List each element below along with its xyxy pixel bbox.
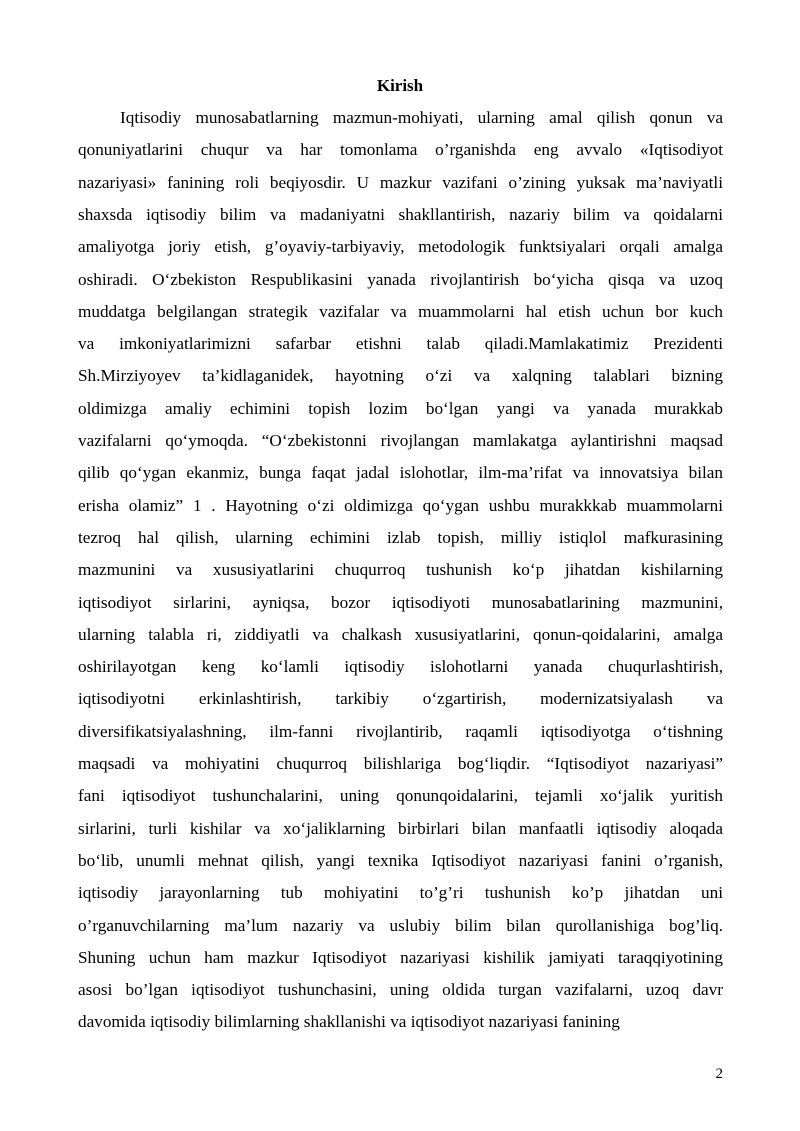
paragraph-line: Sh.Mirziyoyev ta’kidlaganidek, hayotning o‘zi va xalqning talablari bizning [78, 366, 723, 386]
paragraph-line: mazmunini va xususiyatlarini chuqurroq tushunish ko‘p jihatdan kishilarning [78, 560, 723, 580]
page-number: 2 [715, 1066, 723, 1082]
paragraph-line: fani iqtisodiyot tushunchalarini, uning qonunqoidalarini, tejamli xo‘jalik yuritish [78, 786, 723, 806]
paragraph-line: vazifalarni qo‘ymoqda. “O‘zbekistonni rivojlangan mamlakatga aylantirishni maqsad [78, 431, 723, 450]
paragraph-line: shaxsda iqtisodiy bilim va madaniyatni shakllantirish, nazariy bilim va qoidalarni [78, 204, 723, 224]
paragraph-line: muddatga belgilangan strategik vazifalar va muammolarni hal etish uchun bor kuch [78, 301, 723, 321]
paragraph-line: diversifikatsiyalashning, ilm-fanni rivojlantirib, raqamli iqtisodiyotga o‘tishning [78, 721, 723, 741]
paragraph-line: sirlarini, turli kishilar va xo‘jaliklarning birbirlari bilan manfaatli iqtisodiy aloqada [78, 818, 723, 838]
paragraph-line: maqsadi va mohiyatini chuqurroq bilishlariga bog‘liqdir. “Iqtisodiyot nazariyasi” [78, 754, 723, 773]
paragraph-line: iqtisodiyot sirlarini, ayniqsa, bozor iqtisodiyoti munosabatlarining mazmunini, [78, 592, 723, 612]
paragraph-line: Iqtisodiy munosabatlarning mazmun-mohiyati, ularning amal qilish qonun va [120, 108, 723, 127]
paragraph-line: erisha olamiz” 1 . Hayotning o‘zi oldimizga qo‘ygan ushbu murakkkab muammolarni [78, 495, 723, 515]
paragraph-line: va imkoniyatlarimizni safarbar etishni talab qiladi.Mamlakatimiz Prezidenti [78, 334, 723, 354]
paragraph-line: Shuning uchun ham mazkur Iqtisodiyot nazariyasi kishilik jamiyati taraqqiyotining [78, 947, 723, 967]
paragraph-line: davomida iqtisodiy bilimlarning shakllanishi va iqtisodiyot nazariyasi fanining [78, 1012, 620, 1032]
paragraph-line: iqtisodiyotni erkinlashtirish, tarkibiy o‘zgartirish, modernizatsiyalash va [78, 689, 723, 709]
paragraph-line: o’rganuvchilarning ma’lum nazariy va uslubiy bilim bilan qurollanishiga bog’liq. [78, 915, 723, 935]
paragraph-line: tezroq hal qilish, ularning echimini izlab topish, milliy istiqlol mafkurasining [78, 527, 723, 547]
paragraph-line: oshirilayotgan keng ko‘lamli iqtisodiy islohotlarni yanada chuqurlashtirish, [78, 657, 723, 677]
paragraph-line: qilib qo‘ygan ekanmiz, bunga faqat jadal islohotlar, ilm-ma’rifat va innovatsiya bilan [78, 463, 723, 483]
paragraph-line: amaliyotga joriy etish, g’oyaviy-tarbiyaviy, metodologik funktsiyalari orqali amalga [78, 237, 723, 257]
paragraph-line: nazariyasi» fanining roli beqiyosdir. U mazkur vazifani o’zining yuksak ma’naviyatli [78, 172, 723, 192]
paragraph-line: asosi bo’lgan iqtisodiyot tushunchasini, uning oldida turgan vazifalarni, uzoq davr [78, 980, 723, 1000]
paragraph-line: oshiradi. O‘zbekiston Respublikasini yanada rivojlantirish bo‘yicha qisqa va uzoq [78, 269, 723, 289]
paragraph-line: ularning talabla ri, ziddiyatli va chalkash xususiyatlarini, qonun-qoidalarini, amalga [78, 624, 723, 644]
paragraph-line: oldimizga amaliy echimini topish lozim bo‘lgan yangi va yanada murakkab [78, 398, 723, 418]
paragraph-line: bo‘lib, unumli mehnat qilish, yangi texnika Iqtisodiyot nazariyasi fanini o’rganish, [78, 850, 723, 870]
document-title: Kirish [376, 76, 424, 95]
paragraph-line: qonuniyatlarini chuqur va har tomonlama o’rganishda eng avvalo «Iqtisodiyot [78, 140, 723, 160]
paragraph-line: iqtisodiy jarayonlarning tub mohiyatini to’g’ri tushunish ko’p jihatdan uni [78, 883, 723, 903]
